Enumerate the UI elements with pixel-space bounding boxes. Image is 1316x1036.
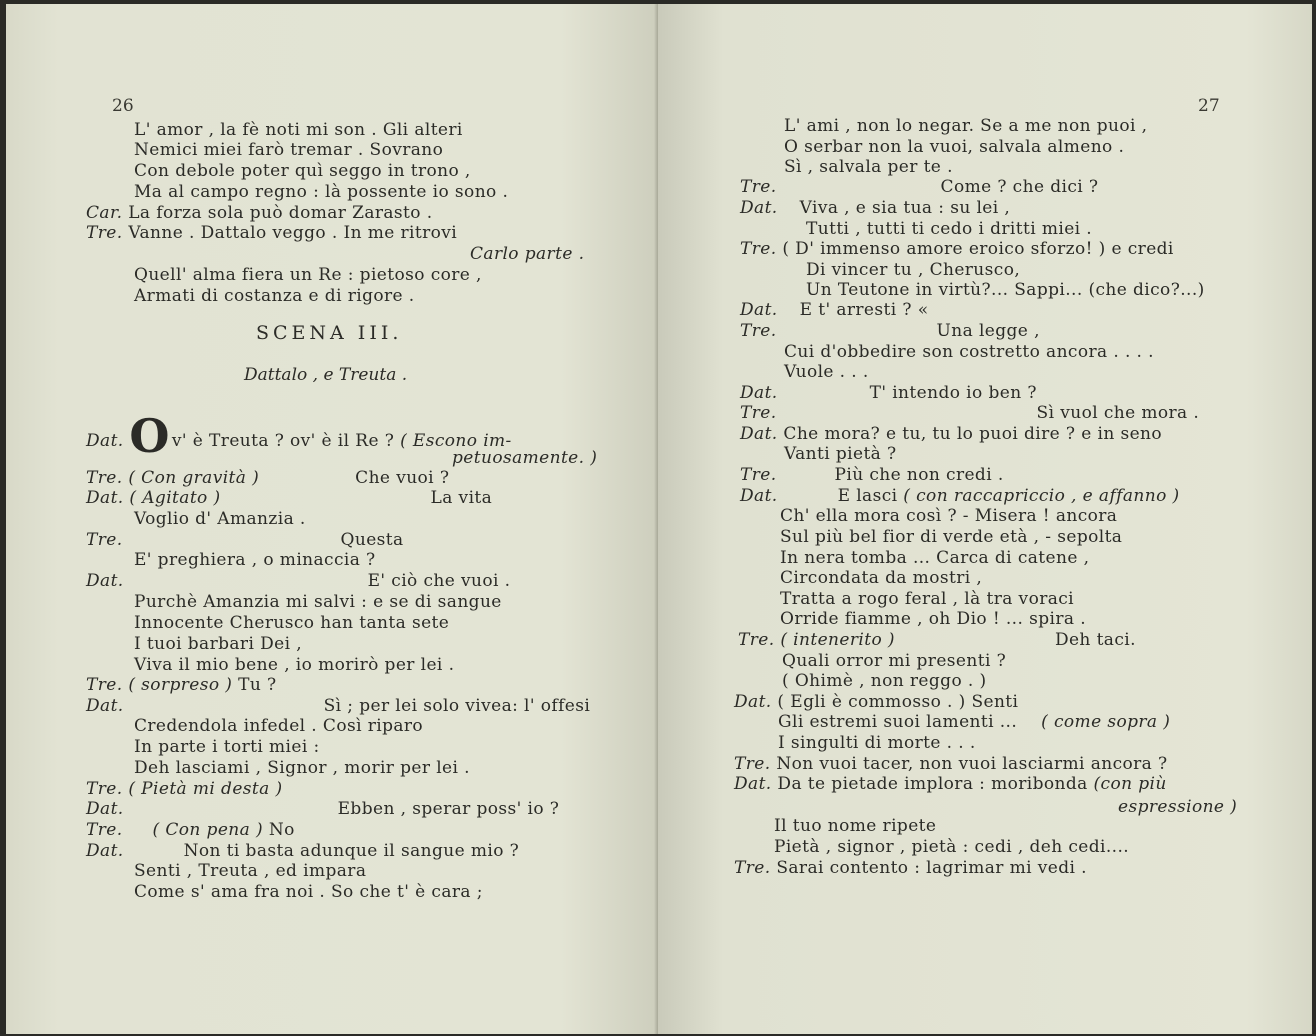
dialogue-line: Dat. O v' è Treuta ? ov' è il Re ? ( Escono im- [86, 409, 512, 463]
verse-line: Vuole . . . [784, 362, 869, 382]
dialogue-line: Purchè Amanzia mi salvi : e se di sangue [134, 592, 502, 612]
verse-line: Di vincer tu , Cherusco, [806, 260, 1021, 280]
speaker-tag: Dat. [740, 383, 778, 403]
scene-title: SCENA III. [256, 322, 403, 344]
verse-line: Vanti pietà ? [784, 444, 897, 464]
verse-line: Orride fiamme , oh Dio ! ... spira . [780, 609, 1087, 629]
dialogue-line: Dat. ( Agitato ) La vita [86, 488, 493, 508]
verse-line: Dat. ( Egli è commosso . ) Senti [734, 692, 1019, 712]
speaker-tag: Tre. [740, 321, 777, 341]
dialogue-line: Dat. Sì ; per lei solo vivea: l' offesi [86, 696, 591, 716]
verse-line: Car. La forza sola può domar Zarasto . [86, 203, 433, 223]
speaker-tag: Tre. [740, 465, 777, 485]
speaker-tag: Dat. [740, 198, 778, 218]
right-page [658, 4, 1312, 1034]
dialogue-line: Dat. Ebben , sperar poss' io ? [86, 799, 560, 819]
verse-line: Gli estremi suoi lamenti ... ( come sopra ) [778, 712, 1171, 732]
speaker-tag: Dat. [86, 799, 124, 819]
speaker-tag: Tre. [738, 630, 775, 650]
verse-line: Nemici miei farò tremar . Sovrano [134, 140, 444, 160]
dialogue-line: Voglio d' Amanzia . [134, 509, 306, 529]
left-page [6, 4, 658, 1034]
speaker-tag: Dat. [86, 488, 124, 508]
verse-line: O serbar non la vuoi, salvala almeno . [784, 137, 1125, 157]
verse-line: ( Ohimè , non reggo . ) [782, 671, 987, 691]
speaker-tag: Dat. [86, 696, 124, 716]
verse-line: Tre. Più che non credi . [740, 465, 1004, 485]
verse-line: Ma al campo regno : là possente io sono . [134, 182, 509, 202]
speaker-tag: Tre. [734, 858, 771, 878]
verse-line: In nera tomba ... Carca di catene , [780, 548, 1090, 568]
verse-line: Pietà , signor , pietà : cedi , deh cedi.... [774, 837, 1130, 857]
drop-cap: O [129, 409, 170, 463]
verse-line: Tre. Come ? che dici ? [740, 177, 1099, 197]
scene-subtitle: Dattalo , e Treuta . [244, 365, 408, 385]
speaker-tag: Dat. [740, 486, 778, 506]
verse-line: Tre. Sì vuol che mora . [740, 403, 1200, 423]
verse-line: L' ami , non lo negar. Se a me non puoi , [784, 116, 1148, 136]
verse-line: Circondata da mostri , [780, 568, 983, 588]
verse-line: L' amor , la fè noti mi son . Gli alteri [134, 120, 463, 140]
verse-line: Tre. Vanne . Dattalo veggo . In me ritrovi [86, 223, 458, 243]
verse-line: Il tuo nome ripete [774, 816, 937, 836]
speaker-tag: Dat. [734, 774, 772, 794]
verse-line: I singulti di morte . . . [778, 733, 976, 753]
dialogue-line: Deh lasciami , Signor , morir per lei . [134, 758, 470, 778]
verse-line: Cui d'obbedire son costretto ancora . . . . [784, 342, 1154, 362]
page-number: 26 [112, 96, 134, 116]
verse-line: Tre. ( intenerito ) Deh taci. [738, 630, 1136, 650]
verse-line: Dat. Viva , e sia tua : su lei , [740, 198, 1011, 218]
dialogue-line: Tre. ( Con pena ) No [86, 820, 295, 840]
speaker-tag: Dat. [86, 841, 124, 861]
dialogue-line: Tre. ( Pietà mi desta ) [86, 779, 283, 799]
verse-line: Dat. E t' arresti ? « [740, 300, 929, 320]
speaker-tag: Tre. [86, 779, 123, 799]
verse-line: Tre. Sarai contento : lagrimar mi vedi . [734, 858, 1087, 878]
dialogue-line: Tre. Questa [86, 530, 404, 550]
speaker-tag: Dat. [86, 431, 124, 451]
stage-direction: Carlo parte . [470, 244, 585, 264]
speaker-tag: Tre. [734, 754, 771, 774]
verse-line: Dat. Che mora? e tu, tu lo puoi dire ? e in seno [740, 424, 1163, 444]
speaker-tag: Dat. [740, 300, 778, 320]
dialogue-line: Credendola infedel . Così riparo [134, 716, 424, 736]
dialogue-line: Dat. E' ciò che vuoi . [86, 571, 511, 591]
speaker-tag: Tre. [740, 239, 777, 259]
verse-line: Tre. Non vuoi tacer, non vuoi lasciarmi ancora ? [734, 754, 1168, 774]
speaker-tag: Dat. [740, 424, 778, 444]
verse-line: Tutti , tutti ti cedo i dritti miei . [806, 219, 1093, 239]
dialogue-line: E' preghiera , o minaccia ? [134, 550, 376, 570]
dialogue-line: Tre. ( sorpreso ) Tu ? [86, 675, 277, 695]
verse-line: Armati di costanza e di rigore . [134, 286, 415, 306]
speaker-tag: Tre. [740, 403, 777, 423]
speaker-tag: Car. [86, 203, 123, 223]
speaker-tag: Tre. [86, 468, 123, 488]
speaker-tag: Tre. [86, 675, 123, 695]
dialogue-line: Innocente Cherusco han tanta sete [134, 613, 450, 633]
verse-line: Dat. Da te pietade implora : moribonda (con più [734, 774, 1167, 794]
dialogue-line: Dat. Non ti basta adunque il sangue mio ? [86, 841, 520, 861]
verse-line: Sì , salvala per te . [784, 157, 953, 177]
speaker-tag: Dat. [734, 692, 772, 712]
stage-direction: petuosamente. ) [452, 448, 598, 468]
speaker-tag: Tre. [86, 820, 123, 840]
dialogue-line: Come s' ama fra noi . So che t' è cara ; [134, 882, 483, 902]
speaker-tag: Tre. [740, 177, 777, 197]
verse-line: Tratta a rogo feral , là tra voraci [780, 589, 1075, 609]
verse-line: Con debole poter quì seggo in trono , [134, 161, 471, 181]
dialogue-line: Senti , Treuta , ed impara [134, 861, 367, 881]
verse-line: Quali orror mi presenti ? [782, 651, 1007, 671]
stage-direction: espressione ) [1118, 797, 1238, 817]
verse-line: Tre. ( D' immenso amore eroico sforzo! ) e credi [740, 239, 1174, 259]
speaker-tag: Tre. [86, 530, 123, 550]
verse-line: Dat. E lasci ( con raccapriccio , e affanno ) [740, 486, 1180, 506]
dialogue-line: Viva il mio bene , io morirò per lei . [134, 655, 455, 675]
verse-line: Quell' alma fiera un Re : pietoso core , [134, 265, 482, 285]
page-number: 27 [1198, 96, 1220, 116]
dialogue-line: Tre. ( Con gravità ) Che vuoi ? [86, 468, 450, 488]
dialogue-line: I tuoi barbari Dei , [134, 634, 303, 654]
verse-line: Ch' ella mora così ? - Misera ! ancora [780, 506, 1118, 526]
speaker-tag: Dat. [86, 571, 124, 591]
speaker-tag: Tre. [86, 223, 123, 243]
open-book [6, 4, 1312, 1034]
verse-line: Sul più bel fior di verde età , - sepolta [780, 527, 1123, 547]
verse-line: Tre. Una legge , [740, 321, 1040, 341]
verse-line: Un Teutone in virtù?... Sappi... (che dico?...) [806, 280, 1205, 300]
verse-line: Dat. T' intendo io ben ? [740, 383, 1037, 403]
dialogue-line: In parte i torti miei : [134, 737, 320, 757]
